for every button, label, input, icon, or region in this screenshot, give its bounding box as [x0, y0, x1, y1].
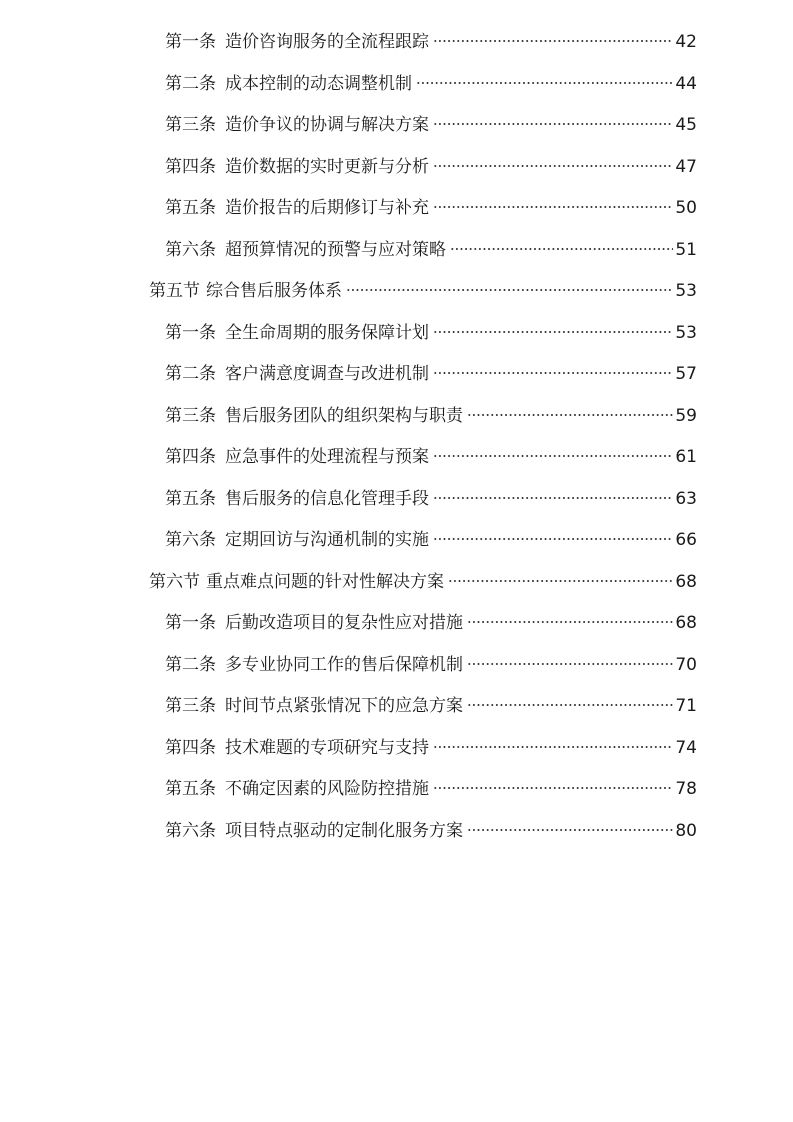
toc-entry-number: 第一条 — [165, 613, 216, 633]
toc-entry[interactable] — [165, 486, 697, 512]
toc-entry-title: 超预算情况的预警与应对策略 — [225, 239, 446, 260]
toc-entry-page: 57 — [675, 364, 697, 384]
toc-entry[interactable] — [165, 527, 697, 553]
toc-entry-page: 50 — [675, 198, 697, 218]
toc-dot-leader — [433, 123, 673, 125]
toc-entry[interactable] — [165, 361, 697, 387]
toc-entry-title: 多专业协同工作的售后保障机制 — [225, 654, 463, 675]
toc-entry-title: 造价数据的实时更新与分析 — [225, 156, 429, 177]
toc-section-entry[interactable] — [149, 569, 697, 595]
toc-entry-number: 第五节 — [149, 281, 200, 301]
toc-entry-page: 53 — [675, 281, 697, 301]
toc-dot-leader — [467, 663, 673, 665]
toc-entry-page: 51 — [675, 239, 697, 260]
toc-entry-title: 客户满意度调查与改进机制 — [225, 364, 429, 384]
toc-entry[interactable] — [165, 818, 697, 844]
toc-entry-page: 61 — [675, 447, 697, 467]
toc-entry-title: 技术难题的专项研究与支持 — [225, 737, 429, 758]
toc-entry[interactable] — [165, 693, 697, 719]
toc-entry-title: 定期回访与沟通机制的实施 — [225, 530, 429, 550]
toc-dot-leader — [433, 538, 673, 540]
toc-entry-number: 第四条 — [165, 156, 216, 177]
toc-entry-number: 第五条 — [165, 488, 216, 509]
toc-entry-title: 售后服务团队的组织架构与职责 — [225, 405, 463, 426]
toc-entry[interactable] — [165, 776, 697, 802]
toc-entry-page: 68 — [675, 613, 697, 633]
toc-entry-title: 全生命周期的服务保障计划 — [225, 322, 429, 343]
toc-entry[interactable] — [165, 112, 697, 138]
toc-entry-title: 后勤改造项目的复杂性应对措施 — [225, 613, 463, 633]
toc-dot-leader — [433, 455, 673, 457]
toc-entry-number: 第一条 — [165, 32, 216, 52]
toc-entry-title: 重点难点问题的针对性解决方案 — [206, 571, 444, 592]
toc-entry-title: 综合售后服务体系 — [206, 281, 342, 301]
toc-entry-page: 45 — [675, 115, 697, 135]
toc-entry-number: 第一条 — [165, 322, 216, 343]
toc-dot-leader — [433, 206, 673, 208]
toc-dot-leader — [433, 40, 673, 42]
toc-entry-number: 第二条 — [165, 364, 216, 384]
toc-entry-number: 第六条 — [165, 820, 216, 841]
toc-entry-page: 44 — [675, 73, 697, 94]
toc-dot-leader — [467, 621, 673, 623]
toc-dot-leader — [346, 289, 673, 291]
toc-entry-page: 70 — [675, 654, 697, 675]
toc-entry[interactable] — [165, 735, 697, 761]
toc-entry[interactable] — [165, 403, 697, 429]
toc-entry-number: 第五条 — [165, 779, 216, 799]
toc-dot-leader — [450, 248, 673, 250]
toc-entry-title: 造价咨询服务的全流程跟踪 — [225, 32, 429, 52]
toc-dot-leader — [433, 497, 673, 499]
toc-entry-number: 第五条 — [165, 198, 216, 218]
toc-entry-page: 78 — [675, 779, 697, 799]
toc-entry-page: 74 — [675, 737, 697, 758]
toc-entry-page: 42 — [675, 32, 697, 52]
toc-entry-page: 47 — [675, 156, 697, 177]
toc-entry[interactable] — [165, 652, 697, 678]
toc-entry-number: 第六条 — [165, 530, 216, 550]
toc-dot-leader — [433, 372, 673, 374]
toc-dot-leader — [467, 704, 673, 706]
toc-entry-number: 第二条 — [165, 73, 216, 94]
toc-dot-leader — [448, 580, 673, 582]
toc-dot-leader — [433, 746, 673, 748]
toc-entry-number: 第二条 — [165, 654, 216, 675]
toc-dot-leader — [467, 829, 673, 831]
toc-entry-title: 造价报告的后期修订与补充 — [225, 198, 429, 218]
toc-section-entry[interactable] — [149, 278, 697, 304]
toc-entry[interactable] — [165, 195, 697, 221]
toc-entry-page: 59 — [675, 405, 697, 426]
toc-entry-title: 项目特点驱动的定制化服务方案 — [225, 820, 463, 841]
toc-entry[interactable] — [165, 154, 697, 180]
toc-entry-title: 造价争议的协调与解决方案 — [225, 115, 429, 135]
toc-entry-number: 第六条 — [165, 239, 216, 260]
toc-dot-leader — [433, 787, 673, 789]
toc-entry[interactable] — [165, 320, 697, 346]
toc-entry-title: 成本控制的动态调整机制 — [225, 73, 412, 94]
toc-dot-leader — [416, 82, 673, 84]
toc-entry[interactable] — [165, 610, 697, 636]
toc-entry-page: 71 — [675, 696, 697, 716]
toc-entry[interactable] — [165, 71, 697, 97]
toc-entry-page: 63 — [675, 488, 697, 509]
toc-entry-number: 第三条 — [165, 696, 216, 716]
toc-entry-page: 68 — [675, 571, 697, 592]
toc-entry[interactable] — [165, 29, 697, 55]
toc-entry-number: 第四条 — [165, 447, 216, 467]
toc-dot-leader — [433, 331, 673, 333]
toc-entry-number: 第四条 — [165, 737, 216, 758]
toc-entry[interactable] — [165, 237, 697, 263]
toc-entry-page: 80 — [675, 820, 697, 841]
toc-entry-number: 第三条 — [165, 405, 216, 426]
toc-entry-number: 第三条 — [165, 115, 216, 135]
toc-entry-page: 66 — [675, 530, 697, 550]
toc-dot-leader — [433, 165, 673, 167]
toc-entry-title: 应急事件的处理流程与预案 — [225, 447, 429, 467]
toc-entry-number: 第六节 — [149, 571, 200, 592]
toc-dot-leader — [467, 414, 673, 416]
toc-entry-title: 时间节点紧张情况下的应急方案 — [225, 696, 463, 716]
toc-entry[interactable] — [165, 444, 697, 470]
toc-entry-page: 53 — [675, 322, 697, 343]
toc-entry-title: 售后服务的信息化管理手段 — [225, 488, 429, 509]
toc-entry-title: 不确定因素的风险防控措施 — [225, 779, 429, 799]
